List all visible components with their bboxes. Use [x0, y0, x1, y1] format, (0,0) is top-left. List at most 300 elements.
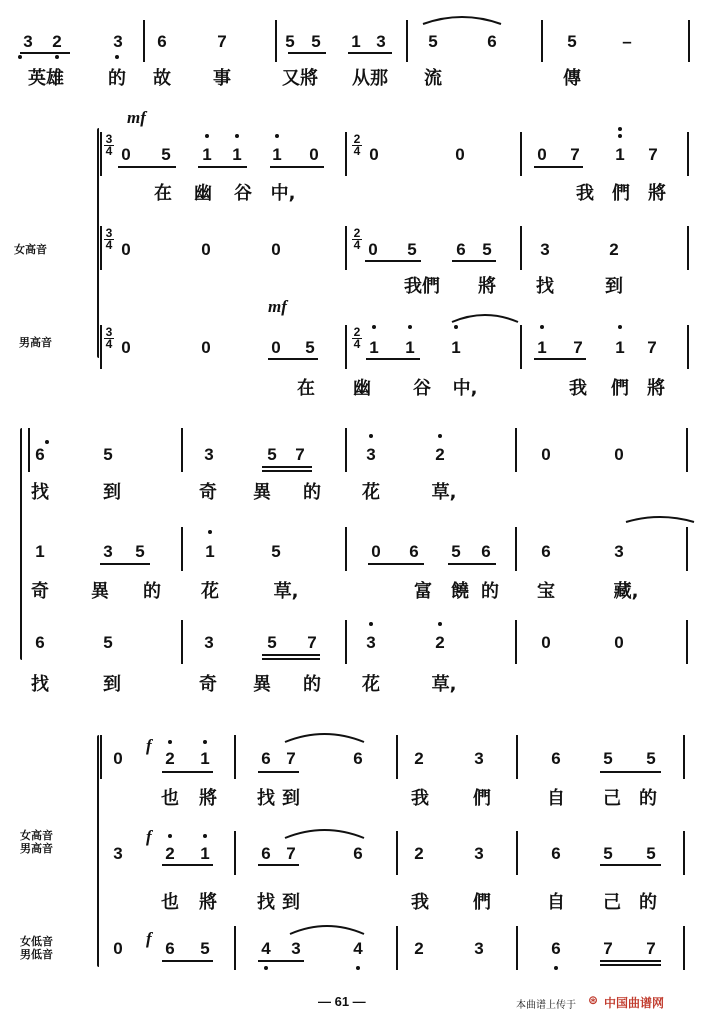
lyric: 花 [362, 482, 380, 503]
note: 5 [603, 844, 613, 863]
lyric: 己 [603, 788, 621, 809]
note: 7 [570, 145, 580, 164]
note: 5 [603, 749, 613, 768]
note: 0 [121, 338, 131, 357]
part-label-tenor: 男高音 [19, 336, 52, 349]
time-signature [104, 327, 114, 350]
note: 3 [474, 939, 484, 958]
note: 5 [103, 633, 113, 652]
lyric: 將 [199, 788, 217, 809]
note: – [622, 32, 632, 51]
lyric: 異 [91, 581, 109, 602]
note: 6 [487, 32, 497, 51]
barline [345, 527, 347, 571]
time-sig-bottom: 4 [353, 144, 361, 158]
barline [100, 226, 102, 270]
barline [683, 735, 685, 779]
note: 0 [309, 145, 319, 164]
lyric: 到 [605, 276, 623, 297]
lyric: 的 [143, 581, 161, 602]
note: 6 [456, 240, 466, 259]
note: 0 [455, 145, 465, 164]
note: 5 [271, 542, 281, 561]
barline [515, 527, 517, 571]
note: 6 [35, 445, 45, 464]
duration-underline [270, 166, 324, 168]
note: 6 [261, 749, 271, 768]
time-sig-bottom: 4 [105, 238, 113, 252]
duration-underline [600, 964, 661, 966]
tie-arc [423, 17, 501, 24]
barline [516, 926, 518, 970]
tie-arc [285, 734, 364, 742]
duration-underline [452, 260, 496, 262]
lyric: 的 [303, 674, 321, 695]
barline [515, 428, 517, 472]
lyric: 流 [424, 68, 442, 89]
barline [181, 620, 183, 664]
note: 3 [540, 240, 550, 259]
lyric: 到 [103, 482, 121, 503]
time-signature [104, 228, 114, 251]
duration-underline [366, 358, 420, 360]
octave-dot [618, 325, 622, 329]
lyric: 富 [414, 581, 432, 602]
octave-dot [275, 134, 279, 138]
note: 6 [157, 32, 167, 51]
note: 1 [537, 338, 547, 357]
lyric: 我 [411, 892, 429, 913]
note: 6 [353, 844, 363, 863]
time-sig-bottom: 4 [353, 337, 361, 351]
note: 7 [573, 338, 583, 357]
note: 0 [537, 145, 547, 164]
note: 2 [414, 844, 424, 863]
lyric: 異 [253, 482, 271, 503]
dynamic-mf: mf [127, 108, 146, 127]
note: 4 [261, 939, 271, 958]
part-label-soprano: 女高音 [14, 243, 47, 256]
note: 4 [353, 939, 363, 958]
lyric: 我 [576, 183, 594, 204]
lyric: 宝 [537, 581, 555, 602]
note: 0 [614, 633, 624, 652]
lyric: 將 [647, 378, 665, 399]
note: 3 [204, 445, 214, 464]
note: 2 [435, 445, 445, 464]
lyric: 自 [547, 788, 565, 809]
note: 1 [351, 32, 361, 51]
lyric: 們 [612, 183, 630, 204]
lyric: 的 [303, 482, 321, 503]
note: 0 [271, 240, 281, 259]
octave-dot [18, 55, 22, 59]
barline [686, 620, 688, 664]
lyric: 谷 [413, 378, 431, 399]
barline [520, 226, 522, 270]
duration-underline [118, 166, 176, 168]
note: 5 [135, 542, 145, 561]
octave-dot [205, 134, 209, 138]
note: 2 [435, 633, 445, 652]
note: 0 [113, 939, 123, 958]
lyric: 幽 [353, 378, 371, 399]
note: 1 [200, 749, 210, 768]
note: 1 [405, 338, 415, 357]
note: 0 [614, 445, 624, 464]
note: 3 [291, 939, 301, 958]
lyric: 草, [431, 482, 457, 503]
note: 6 [409, 542, 419, 561]
time-sig-top: 3 [105, 132, 113, 146]
note: 7 [286, 844, 296, 863]
barline [100, 325, 102, 369]
lyric: 到 [282, 788, 300, 809]
note: 5 [428, 32, 438, 51]
dynamic-f: f [146, 929, 152, 948]
barline [345, 226, 347, 270]
barline [234, 735, 236, 779]
note: 0 [201, 240, 211, 259]
part-label-soprano-tenor-2: 男高音 [20, 842, 53, 855]
barline [516, 831, 518, 875]
note: 7 [295, 445, 305, 464]
lyric: 我 [411, 788, 429, 809]
note: 5 [161, 145, 171, 164]
note: 5 [305, 338, 315, 357]
barline [686, 428, 688, 472]
note: 1 [200, 844, 210, 863]
lyric: 找 [536, 276, 554, 297]
lyric: 事 [213, 68, 231, 89]
octave-dot [369, 434, 373, 438]
note: 7 [648, 145, 658, 164]
barline [516, 735, 518, 779]
note: 5 [407, 240, 417, 259]
note: 1 [369, 338, 379, 357]
octave-dot [55, 55, 59, 59]
note: 2 [165, 749, 175, 768]
note: 1 [615, 145, 625, 164]
barline [28, 428, 30, 472]
octave-dot [372, 325, 376, 329]
note: 3 [23, 32, 33, 51]
lyric: 在 [154, 183, 172, 204]
lyric: 己 [603, 892, 621, 913]
time-sig-bottom: 4 [353, 238, 361, 252]
lyric: 又將 [282, 68, 318, 89]
duration-underline [262, 654, 320, 656]
lyric: 的 [481, 581, 499, 602]
octave-dot [618, 127, 622, 131]
barline [687, 325, 689, 369]
note: 1 [451, 338, 461, 357]
system-brace [97, 735, 99, 967]
note: 5 [267, 445, 277, 464]
octave-dot [168, 834, 172, 838]
barline [686, 527, 688, 571]
note: 3 [103, 542, 113, 561]
duration-underline [365, 260, 421, 262]
octave-dot [618, 134, 622, 138]
system-brace [97, 128, 99, 358]
note: 0 [368, 240, 378, 259]
octave-dot [554, 966, 558, 970]
octave-dot [438, 434, 442, 438]
dynamic-mf: mf [268, 297, 287, 316]
note: 0 [541, 445, 551, 464]
time-signature [104, 134, 114, 157]
note: 6 [551, 749, 561, 768]
lyric: 故 [153, 68, 171, 89]
note: 2 [414, 749, 424, 768]
lyric: 草, [273, 581, 299, 602]
tie-arc [452, 315, 518, 322]
note: 0 [113, 749, 123, 768]
barline [234, 831, 236, 875]
duration-underline [258, 960, 304, 962]
octave-dot [369, 622, 373, 626]
part-label-alto-bass-2: 男低音 [20, 948, 53, 961]
lyric: 中, [452, 378, 478, 399]
lyric: 草, [431, 674, 457, 695]
note: 5 [451, 542, 461, 561]
duration-underline [198, 166, 247, 168]
octave-dot [438, 622, 442, 626]
lyric: 們 [611, 378, 629, 399]
note: 6 [35, 633, 45, 652]
note: 7 [603, 939, 613, 958]
note: 1 [35, 542, 45, 561]
note: 3 [376, 32, 386, 51]
site-name: 中国曲谱网 [604, 996, 665, 1010]
part-label-alto-bass-1: 女低音 [20, 935, 53, 948]
note: 5 [103, 445, 113, 464]
note: 3 [113, 844, 123, 863]
note: 7 [217, 32, 227, 51]
note: 5 [285, 32, 295, 51]
note: 5 [567, 32, 577, 51]
note: 5 [482, 240, 492, 259]
time-signature [352, 228, 362, 251]
note: 6 [541, 542, 551, 561]
lyric: 谷 [234, 183, 252, 204]
lyric: 也 [161, 892, 179, 913]
lyric: 自 [547, 892, 565, 913]
octave-dot [203, 834, 207, 838]
note: 6 [551, 939, 561, 958]
barline [396, 735, 398, 779]
duration-underline [162, 864, 213, 866]
note: 2 [414, 939, 424, 958]
barline [683, 926, 685, 970]
note: 2 [52, 32, 62, 51]
lyric: 我 [569, 378, 587, 399]
time-sig-top: 2 [353, 325, 361, 339]
lyric: 們 [473, 788, 491, 809]
barline [406, 20, 408, 62]
note: 7 [307, 633, 317, 652]
note: 5 [200, 939, 210, 958]
note: 7 [647, 338, 657, 357]
upload-credit: 本曲谱上传于 [516, 1000, 576, 1011]
duration-underline [288, 52, 326, 54]
note: 6 [165, 939, 175, 958]
barline [345, 620, 347, 664]
note: 5 [267, 633, 277, 652]
time-sig-top: 3 [105, 325, 113, 339]
page-number: — 61 — [318, 994, 366, 1009]
duration-underline [162, 960, 213, 962]
lyric: 將 [199, 892, 217, 913]
note: 0 [541, 633, 551, 652]
dynamic-f: f [146, 827, 152, 846]
lyric: 花 [362, 674, 380, 695]
note: 1 [615, 338, 625, 357]
duration-underline [600, 771, 661, 773]
octave-dot [408, 325, 412, 329]
lyric: 我們 [404, 276, 440, 297]
lyric: 的 [639, 892, 657, 913]
note: 6 [551, 844, 561, 863]
lyric: 找 [257, 788, 275, 809]
duration-underline [262, 470, 312, 472]
barline [345, 132, 347, 176]
lyric: 們 [473, 892, 491, 913]
barline [100, 132, 102, 176]
octave-dot [356, 966, 360, 970]
barline [541, 20, 543, 62]
barline [234, 926, 236, 970]
tie-arc [626, 517, 694, 522]
note: 3 [113, 32, 123, 51]
duration-underline [534, 166, 583, 168]
lyric: 找 [31, 482, 49, 503]
barline [515, 620, 517, 664]
note: 7 [646, 939, 656, 958]
note: 0 [201, 338, 211, 357]
time-sig-bottom: 4 [105, 144, 113, 158]
time-sig-bottom: 4 [105, 337, 113, 351]
note: 3 [474, 749, 484, 768]
tie-arc [290, 926, 364, 934]
duration-underline [600, 960, 661, 962]
note: 7 [286, 749, 296, 768]
note: 5 [646, 749, 656, 768]
octave-dot [540, 325, 544, 329]
time-sig-top: 3 [105, 226, 113, 240]
barline [181, 527, 183, 571]
duration-underline [348, 52, 392, 54]
barline [275, 20, 277, 62]
octave-dot [208, 530, 212, 534]
note: 3 [474, 844, 484, 863]
note: 0 [369, 145, 379, 164]
lyric: 饒 [451, 581, 469, 602]
note: 3 [366, 445, 376, 464]
lyric: 幽 [194, 183, 212, 204]
note: 1 [205, 542, 215, 561]
barline [100, 735, 102, 779]
barline [345, 428, 347, 472]
barline [687, 132, 689, 176]
lyric: 也 [161, 788, 179, 809]
duration-underline [258, 771, 299, 773]
barline [396, 831, 398, 875]
barline [520, 132, 522, 176]
barline [683, 831, 685, 875]
site-logo-icon: ⊛ [588, 993, 599, 1007]
time-sig-top: 2 [353, 132, 361, 146]
lyric: 英雄 [28, 68, 64, 89]
octave-dot [264, 966, 268, 970]
duration-underline [162, 771, 213, 773]
lyric: 到 [282, 892, 300, 913]
duration-underline [100, 563, 150, 565]
note: 1 [272, 145, 282, 164]
note: 3 [204, 633, 214, 652]
barline [181, 428, 183, 472]
note: 3 [614, 542, 624, 561]
barline [687, 226, 689, 270]
lyric: 的 [639, 788, 657, 809]
lyric: 將 [478, 276, 496, 297]
lyric: 从那 [352, 68, 388, 89]
duration-underline [534, 358, 586, 360]
time-signature [352, 134, 362, 157]
tie-arc [285, 830, 364, 838]
barline [345, 325, 347, 369]
duration-underline [262, 658, 320, 660]
lyric: 的 [108, 68, 126, 89]
duration-underline [448, 563, 496, 565]
note: 2 [609, 240, 619, 259]
barline [396, 926, 398, 970]
lyric: 中, [270, 183, 296, 204]
note: 0 [121, 145, 131, 164]
dynamic-f: f [146, 736, 152, 755]
duration-underline [600, 864, 661, 866]
duration-underline [268, 358, 318, 360]
system-brace [20, 428, 22, 660]
lyric: 在 [297, 378, 315, 399]
time-signature [352, 327, 362, 350]
duration-underline [262, 466, 312, 468]
octave-dot [235, 134, 239, 138]
barline [143, 20, 145, 62]
note: 1 [232, 145, 242, 164]
barline [688, 20, 690, 62]
part-label-soprano-tenor-1: 女高音 [20, 829, 53, 842]
lyric: 奇 [199, 674, 217, 695]
lyric: 奇 [199, 482, 217, 503]
octave-dot [168, 740, 172, 744]
note: 0 [371, 542, 381, 561]
octave-dot [203, 740, 207, 744]
time-sig-top: 2 [353, 226, 361, 240]
barline [520, 325, 522, 369]
lyric: 傳 [563, 68, 581, 89]
lyric: 找 [31, 674, 49, 695]
duration-underline [20, 52, 70, 54]
lyric: 奇 [31, 581, 49, 602]
lyric: 將 [648, 183, 666, 204]
duration-underline [258, 864, 299, 866]
octave-dot [45, 440, 49, 444]
note: 6 [481, 542, 491, 561]
lyric: 花 [201, 581, 219, 602]
octave-dot [115, 55, 119, 59]
